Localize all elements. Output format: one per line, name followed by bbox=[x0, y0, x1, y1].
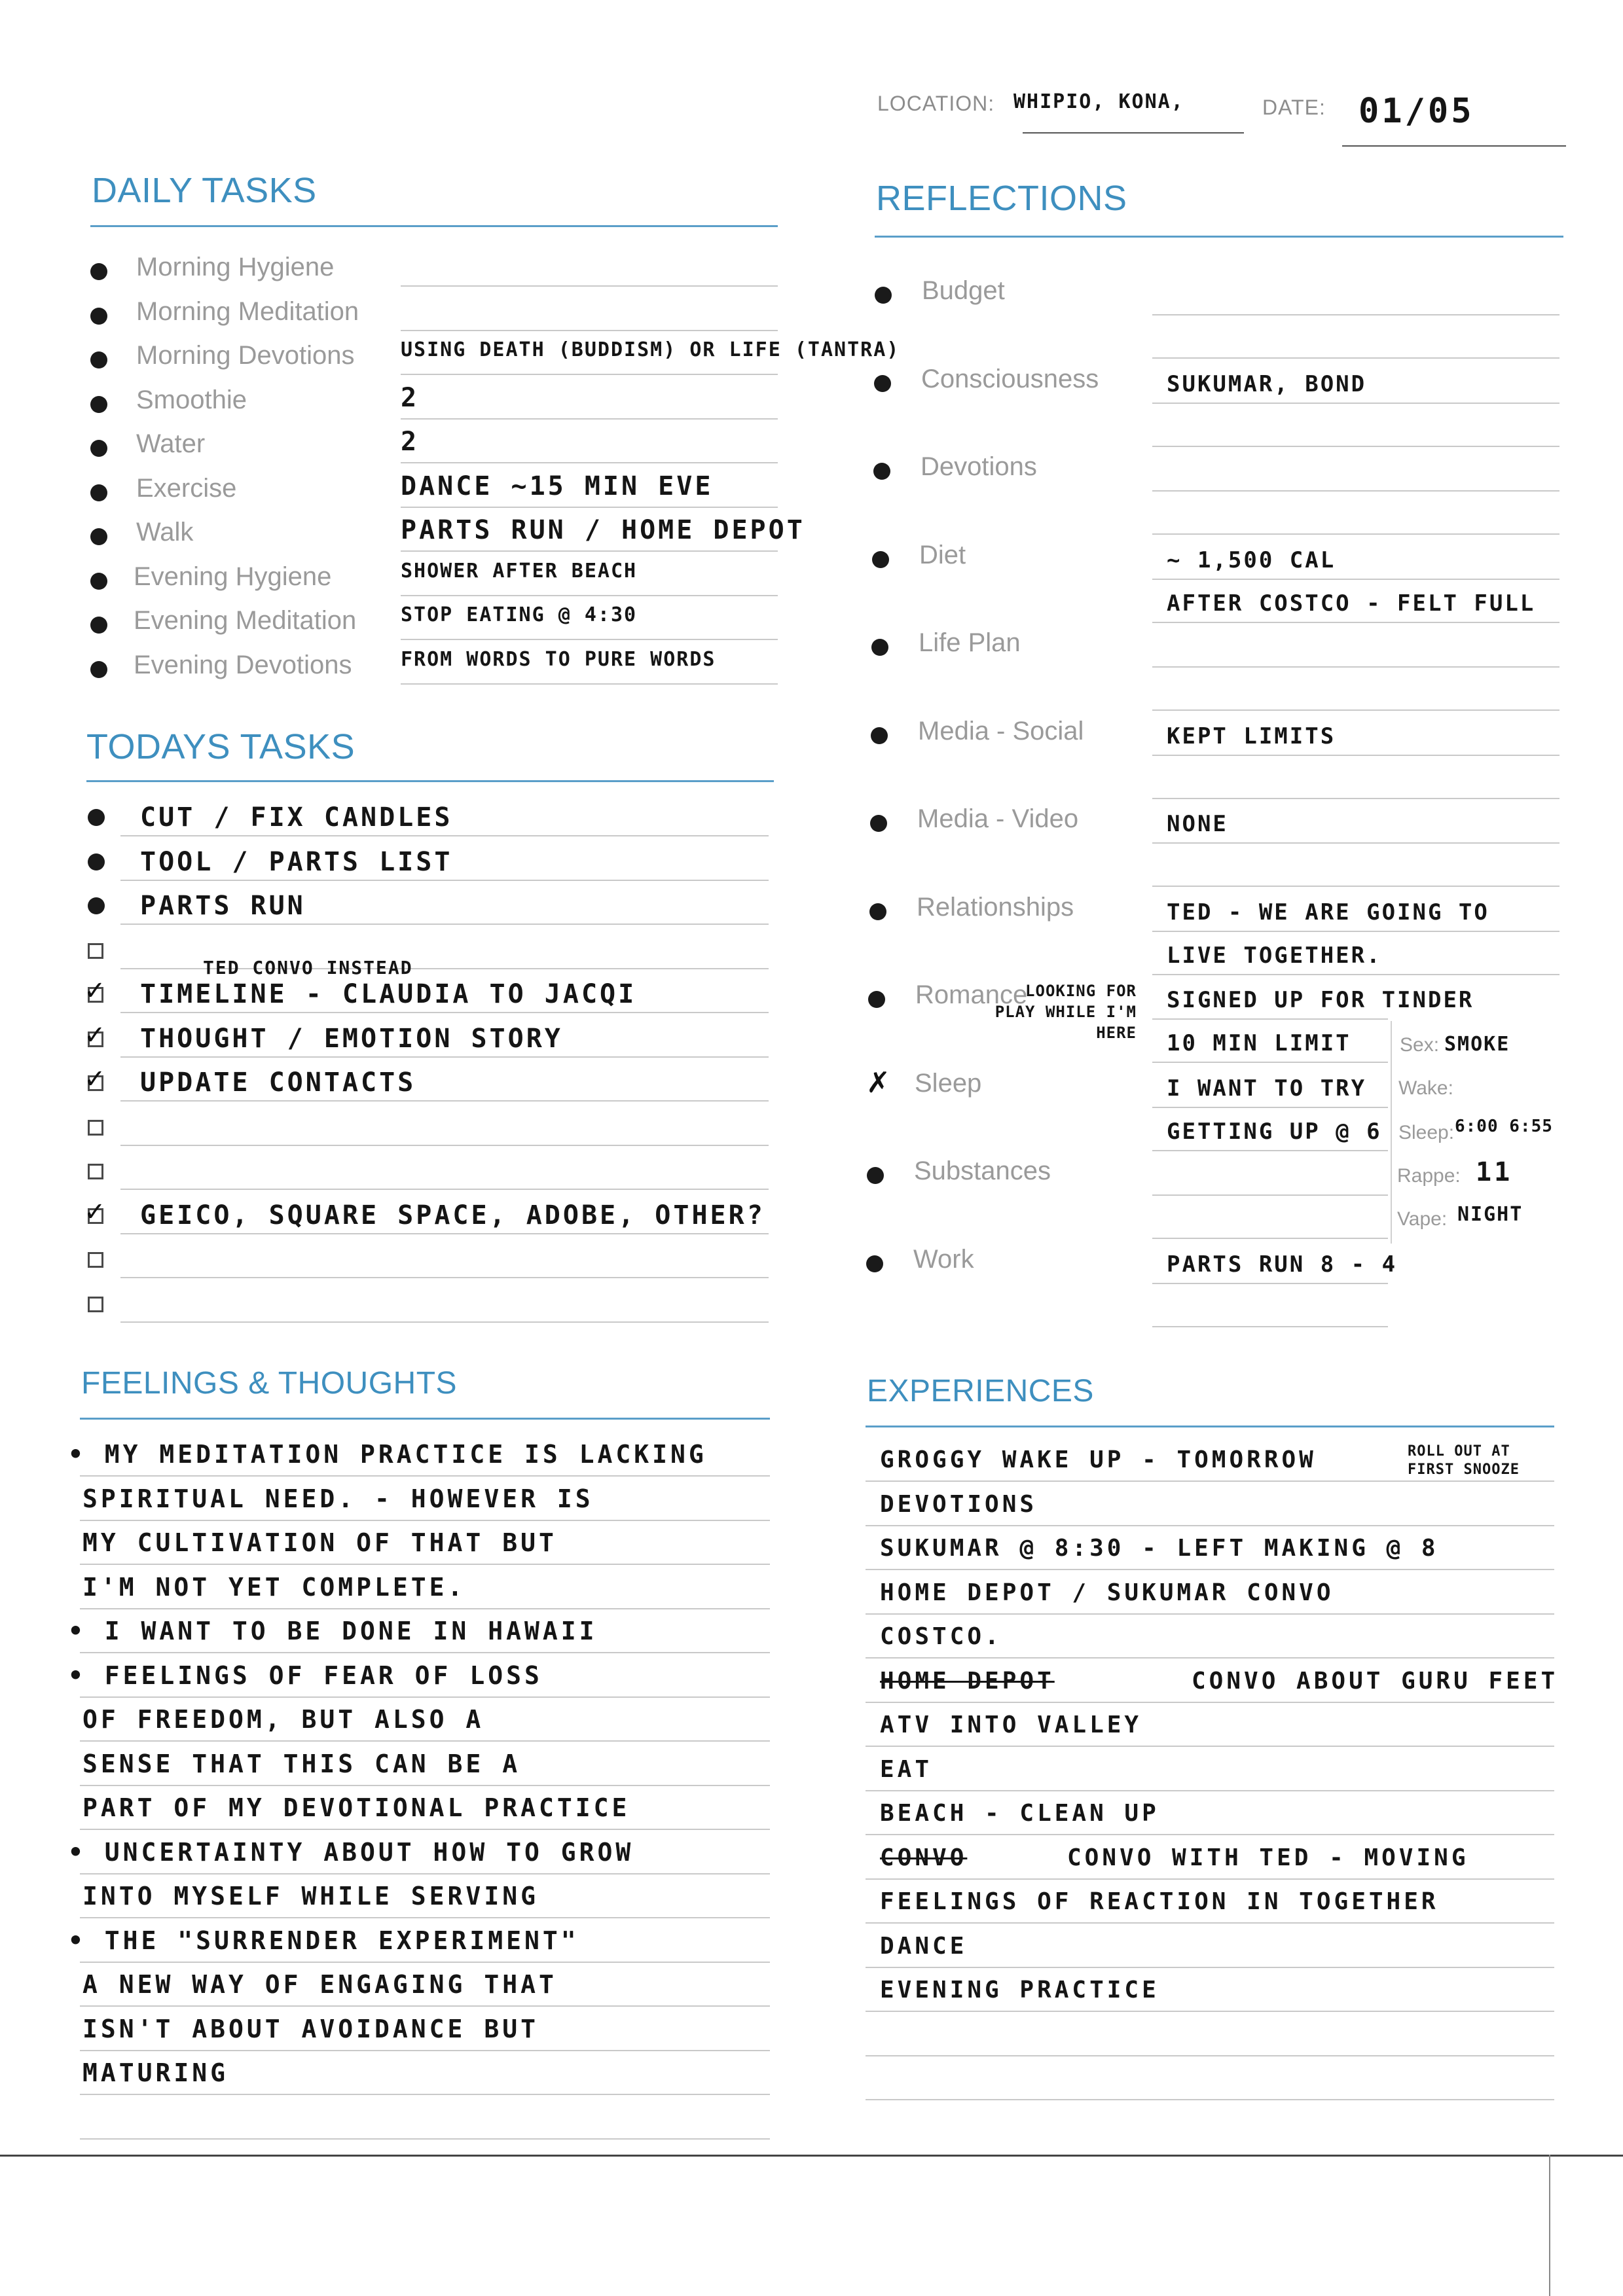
daily-task-bullet[interactable] bbox=[90, 396, 107, 413]
reflection-label: Consciousness bbox=[921, 364, 1099, 393]
task-bullet[interactable] bbox=[88, 809, 105, 826]
feelings-text: • MY MEDITATION PRACTICE IS LACKING bbox=[68, 1440, 707, 1469]
feelings-line bbox=[80, 1829, 770, 1830]
daily-task-line bbox=[401, 550, 778, 552]
feelings-text: ISN'T ABOUT AVOIDANCE BUT bbox=[82, 2014, 539, 2043]
feelings-text: MY CULTIVATION OF THAT BUT bbox=[82, 1528, 557, 1557]
task-line bbox=[120, 1012, 769, 1013]
experience-text: SUKUMAR @ 8:30 - LEFT MAKING @ 8 bbox=[880, 1535, 1439, 1562]
feelings-line bbox=[80, 1873, 770, 1874]
daily-task-label: Evening Devotions bbox=[134, 650, 352, 679]
experience-aside: ROLL OUT AT FIRST SNOOZE bbox=[1408, 1443, 1520, 1478]
experiences-line bbox=[866, 1834, 1554, 1835]
reflection-bullet[interactable] bbox=[867, 1167, 884, 1184]
feelings-text: • I WANT TO BE DONE IN HAWAII bbox=[68, 1617, 598, 1645]
reflection-bullet[interactable] bbox=[868, 991, 885, 1008]
task-checkbox[interactable] bbox=[88, 943, 103, 959]
experience-text-after: CONVO WITH TED - MOVING bbox=[1067, 1844, 1469, 1871]
reflection-bullet[interactable] bbox=[866, 1255, 883, 1272]
feelings-text: I'M NOT YET COMPLETE. bbox=[82, 1572, 466, 1602]
daily-task-note: SHOWER AFTER BEACH bbox=[401, 559, 638, 583]
feelings-text: SENSE THAT THIS CAN BE A bbox=[82, 1749, 521, 1778]
reflection-bullet[interactable] bbox=[870, 815, 887, 832]
feelings-line bbox=[80, 1785, 770, 1786]
experience-text-after: CONVO ABOUT GURU FEET bbox=[1192, 1667, 1559, 1695]
feelings-line bbox=[80, 2005, 770, 2007]
experience-text: DANCE bbox=[880, 1932, 968, 1960]
reflection-label: Budget bbox=[922, 276, 1005, 305]
reflection-line bbox=[1152, 622, 1559, 623]
reflection-line bbox=[1152, 1194, 1388, 1196]
feelings-line bbox=[80, 1917, 770, 1918]
reflection-line bbox=[1152, 1018, 1388, 1020]
task-line bbox=[120, 1056, 769, 1058]
daily-task-bullet[interactable] bbox=[90, 440, 107, 457]
task-checkmark: ✓ bbox=[84, 1065, 106, 1094]
feelings-line bbox=[80, 1564, 770, 1565]
task-line bbox=[120, 1145, 769, 1146]
experience-text: GROGGY WAKE UP - TOMORROW bbox=[880, 1446, 1317, 1473]
task-text: TIMELINE - CLAUDIA TO JACQI bbox=[140, 979, 637, 1009]
task-line bbox=[120, 924, 769, 925]
reflection-line bbox=[1152, 446, 1559, 447]
reflection-note: NONE bbox=[1167, 811, 1228, 837]
reflection-note: PARTS RUN 8 - 4 bbox=[1167, 1251, 1398, 1278]
daily-tasks-title: DAILY TASKS bbox=[92, 171, 317, 210]
task-line bbox=[120, 1189, 769, 1190]
daily-task-line bbox=[401, 683, 778, 685]
experience-text: COSTCO. bbox=[880, 1623, 1002, 1650]
feelings-text: INTO MYSELF WHILE SERVING bbox=[82, 1882, 539, 1910]
feelings-text: MATURING bbox=[82, 2058, 229, 2087]
reflection-line bbox=[1152, 1062, 1388, 1063]
reflection-label: Romance bbox=[915, 980, 1028, 1009]
reflection-line bbox=[1152, 798, 1559, 799]
feelings-text: OF FREEDOM, BUT ALSO A bbox=[82, 1705, 484, 1734]
daily-task-label: Morning Meditation bbox=[136, 296, 359, 326]
daily-task-bullet[interactable] bbox=[90, 308, 107, 325]
experiences-line bbox=[866, 1790, 1554, 1791]
reflection-label: Substances bbox=[914, 1157, 1051, 1185]
daily-task-label: Evening Hygiene bbox=[134, 562, 332, 591]
feelings-line bbox=[80, 2094, 770, 2095]
experiences-line bbox=[866, 1922, 1554, 1924]
rappe-value: 11 bbox=[1476, 1157, 1513, 1187]
reflection-line bbox=[1152, 842, 1559, 844]
reflection-note: SIGNED UP FOR TINDER bbox=[1167, 987, 1474, 1013]
task-checkmark: ✓ bbox=[84, 977, 106, 1005]
feelings-text: SPIRITUAL NEED. - HOWEVER IS bbox=[82, 1484, 594, 1513]
side-divider bbox=[1391, 1021, 1392, 1244]
reflection-label: Sleep bbox=[915, 1068, 982, 1098]
experience-text: CONVO bbox=[880, 1844, 968, 1871]
reflection-note: KEPT LIMITS bbox=[1167, 723, 1336, 749]
feelings-text: A NEW WAY OF ENGAGING THAT bbox=[82, 1970, 557, 1999]
daily-task-line bbox=[401, 285, 778, 287]
reflection-bullet[interactable] bbox=[873, 463, 890, 480]
sleep-label: Sleep: bbox=[1398, 1122, 1455, 1143]
experiences-line bbox=[866, 1480, 1554, 1482]
task-text: CUT / FIX CANDLES bbox=[140, 802, 453, 833]
date-line bbox=[1342, 145, 1566, 147]
feelings-line bbox=[80, 1962, 770, 1963]
reflection-bullet[interactable] bbox=[874, 375, 891, 392]
experiences-line bbox=[866, 1613, 1554, 1615]
location-value: WHIPIO, KONA, bbox=[1013, 90, 1184, 113]
experience-text: FEELINGS OF REACTION IN TOGETHER bbox=[880, 1888, 1439, 1915]
reflection-note: TED - WE ARE GOING TO bbox=[1167, 899, 1489, 925]
feelings-line bbox=[80, 1696, 770, 1698]
daily-task-line bbox=[401, 595, 778, 596]
feelings-line bbox=[80, 2050, 770, 2051]
daily-task-note: USING DEATH (BUDDISM) OR LIFE (TANTRA) bbox=[401, 338, 900, 361]
feelings-text: • UNCERTAINTY ABOUT HOW TO GROW bbox=[68, 1837, 634, 1867]
experiences-line bbox=[866, 1967, 1554, 1968]
reflection-line bbox=[1152, 709, 1559, 711]
reflections-rule bbox=[875, 236, 1563, 238]
experience-text: HOME DEPOT / SUKUMAR CONVO bbox=[880, 1579, 1334, 1606]
location-label: LOCATION: bbox=[877, 92, 995, 115]
daily-task-note: DANCE ~15 MIN EVE bbox=[401, 471, 714, 501]
daily-task-label: Water bbox=[136, 429, 206, 458]
experiences-line bbox=[866, 1878, 1554, 1880]
task-text: PARTS RUN bbox=[140, 891, 306, 921]
task-text: TOOL / PARTS LIST bbox=[140, 846, 453, 877]
experiences-line bbox=[866, 1746, 1554, 1747]
task-line bbox=[120, 1100, 769, 1102]
reflection-note: AFTER COSTCO - FELT FULL bbox=[1167, 590, 1536, 617]
daily-task-bullet[interactable] bbox=[90, 661, 107, 678]
experiences-line bbox=[866, 2099, 1554, 2100]
reflection-bullet[interactable] bbox=[872, 551, 889, 568]
todays-tasks-rule bbox=[86, 780, 774, 782]
daily-task-line bbox=[401, 462, 778, 463]
task-text: UPDATE CONTACTS bbox=[140, 1067, 416, 1098]
feelings-line bbox=[80, 2138, 770, 2140]
task-line bbox=[120, 835, 769, 836]
reflection-label: Media - Social bbox=[918, 716, 1084, 745]
reflection-bullet[interactable] bbox=[871, 727, 888, 744]
sleep-value: 6:00 6:55 bbox=[1455, 1117, 1553, 1136]
task-checkmark: ✓ bbox=[84, 1020, 106, 1050]
daily-task-line bbox=[401, 374, 778, 375]
task-line bbox=[120, 1233, 769, 1234]
daily-task-label: Smoothie bbox=[136, 385, 247, 414]
reflection-bullet[interactable] bbox=[869, 903, 886, 920]
task-checkbox[interactable] bbox=[88, 1120, 103, 1136]
daily-task-label: Morning Hygiene bbox=[136, 253, 335, 281]
experience-text: HOME DEPOT bbox=[880, 1667, 1055, 1695]
daily-task-label: Morning Devotions bbox=[136, 341, 355, 370]
feelings-text: • THE "SURRENDER EXPERIMENT" bbox=[68, 1926, 579, 1955]
reflection-line bbox=[1152, 1326, 1388, 1327]
reflection-bullet[interactable] bbox=[871, 639, 888, 656]
experiences-line bbox=[866, 2055, 1554, 2056]
daily-task-note: 2 bbox=[401, 382, 420, 413]
reflection-line bbox=[1152, 1150, 1388, 1151]
daily-task-line bbox=[401, 418, 778, 420]
feelings-title: FEELINGS & THOUGHTS bbox=[81, 1366, 458, 1401]
reflection-line bbox=[1152, 886, 1559, 887]
todays-tasks-title: TODAYS TASKS bbox=[86, 727, 356, 766]
task-bullet[interactable] bbox=[88, 853, 105, 870]
experiences-line bbox=[866, 1702, 1554, 1703]
reflection-note: GETTING UP @ 6 bbox=[1167, 1118, 1382, 1145]
feelings-text: • FEELINGS OF FEAR OF LOSS bbox=[68, 1660, 543, 1690]
reflection-line bbox=[1152, 314, 1559, 315]
reflection-line bbox=[1152, 1238, 1388, 1239]
experiences-line bbox=[866, 1525, 1554, 1526]
page-frame-bottom bbox=[0, 2155, 1623, 2157]
reflection-label: Relationships bbox=[917, 892, 1074, 922]
task-text: THOUGHT / EMOTION STORY bbox=[140, 1023, 563, 1054]
daily-task-line bbox=[401, 507, 778, 508]
rappe-label: Rappe: bbox=[1397, 1165, 1461, 1187]
task-line bbox=[120, 880, 769, 881]
feelings-line bbox=[80, 1652, 770, 1653]
daily-task-bullet[interactable] bbox=[90, 484, 107, 501]
experiences-line bbox=[866, 2011, 1554, 2012]
task-checkbox[interactable] bbox=[88, 1252, 103, 1268]
reflection-note: 10 MIN LIMIT bbox=[1167, 1030, 1351, 1056]
sex-label: Sex: bbox=[1400, 1034, 1440, 1056]
page-frame-right bbox=[1549, 2155, 1550, 2296]
date-value: 01/05 bbox=[1359, 92, 1474, 131]
date-label: DATE: bbox=[1262, 96, 1326, 119]
task-checkbox[interactable] bbox=[88, 1297, 103, 1312]
reflection-note: I WANT TO TRY bbox=[1167, 1075, 1367, 1102]
reflection-line bbox=[1152, 974, 1559, 975]
daily-task-label: Walk bbox=[136, 518, 194, 547]
task-note-above: TED CONVO INSTEAD bbox=[203, 957, 413, 978]
daily-task-bullet[interactable] bbox=[90, 573, 107, 590]
reflection-line bbox=[1152, 490, 1559, 492]
vape-label: Vape: bbox=[1397, 1208, 1448, 1230]
daily-task-note: 2 bbox=[401, 427, 420, 457]
feelings-rule bbox=[80, 1418, 770, 1420]
daily-tasks-rule bbox=[90, 225, 778, 227]
experience-text: EVENING PRACTICE bbox=[880, 1977, 1159, 2003]
task-checkmark: ✓ bbox=[84, 1197, 106, 1227]
daily-task-label: Evening Meditation bbox=[134, 606, 357, 635]
sex-value: SMOKE bbox=[1444, 1033, 1510, 1056]
experience-text: EAT bbox=[880, 1755, 933, 1783]
experiences-rule bbox=[866, 1426, 1554, 1427]
reflection-note: ~ 1,500 CAL bbox=[1167, 547, 1336, 573]
reflection-x-mark: ✗ bbox=[866, 1066, 890, 1099]
reflection-label: Media - Video bbox=[917, 804, 1079, 833]
reflection-label: Work bbox=[913, 1244, 974, 1274]
daily-task-line bbox=[401, 639, 778, 640]
reflection-line bbox=[1152, 1107, 1388, 1108]
experiences-line bbox=[866, 1657, 1554, 1659]
task-line bbox=[120, 1277, 769, 1278]
reflection-label: Diet bbox=[919, 540, 966, 569]
reflection-note: SUKUMAR, BOND bbox=[1167, 370, 1367, 397]
reflection-line bbox=[1152, 666, 1559, 668]
feelings-text: PART OF MY DEVOTIONAL PRACTICE bbox=[82, 1793, 630, 1822]
task-checkbox[interactable] bbox=[88, 1164, 103, 1179]
daily-task-bullet[interactable] bbox=[90, 263, 107, 280]
daily-task-line bbox=[401, 330, 778, 331]
reflection-note: LIVE TOGETHER. bbox=[1167, 942, 1382, 969]
reflection-bullet[interactable] bbox=[875, 287, 892, 304]
experiences-line bbox=[866, 1569, 1554, 1570]
task-line bbox=[120, 1321, 769, 1323]
task-text: GEICO, SQUARE SPACE, ADOBE, OTHER? bbox=[140, 1200, 765, 1230]
vape-value: NIGHT bbox=[1457, 1203, 1523, 1226]
feelings-line bbox=[80, 1608, 770, 1609]
daily-task-bullet[interactable] bbox=[90, 351, 107, 368]
daily-task-bullet[interactable] bbox=[90, 528, 107, 545]
feelings-line bbox=[80, 1740, 770, 1742]
daily-task-bullet[interactable] bbox=[90, 617, 107, 634]
task-bullet[interactable] bbox=[88, 897, 105, 914]
daily-task-note: STOP EATING @ 4:30 bbox=[401, 603, 638, 626]
reflection-line bbox=[1152, 357, 1559, 359]
wake-label: Wake: bbox=[1398, 1077, 1453, 1099]
experience-text: ATV INTO VALLEY bbox=[880, 1712, 1142, 1738]
reflection-label: Life Plan bbox=[919, 628, 1021, 657]
daily-task-note: FROM WORDS TO PURE WORDS bbox=[401, 647, 716, 671]
experience-text: BEACH - CLEAN UP bbox=[880, 1800, 1159, 1827]
feelings-line bbox=[80, 1520, 770, 1521]
reflection-line bbox=[1152, 403, 1559, 404]
reflection-line bbox=[1152, 579, 1559, 580]
reflection-line bbox=[1152, 931, 1559, 932]
reflection-aside: LOOKING FOR PLAY WHILE I'M HERE bbox=[994, 982, 1137, 1042]
experience-text: DEVOTIONS bbox=[880, 1490, 1038, 1518]
reflection-label: Devotions bbox=[921, 452, 1037, 481]
reflection-line bbox=[1152, 755, 1559, 756]
reflection-line bbox=[1152, 1283, 1388, 1284]
experiences-title: EXPERIENCES bbox=[867, 1374, 1094, 1408]
reflection-line bbox=[1152, 533, 1559, 535]
daily-task-note: PARTS RUN / HOME DEPOT bbox=[401, 515, 805, 545]
daily-task-label: Exercise bbox=[136, 473, 237, 503]
feelings-line bbox=[80, 1475, 770, 1477]
reflections-title: REFLECTIONS bbox=[876, 179, 1127, 218]
location-line bbox=[1023, 132, 1244, 134]
